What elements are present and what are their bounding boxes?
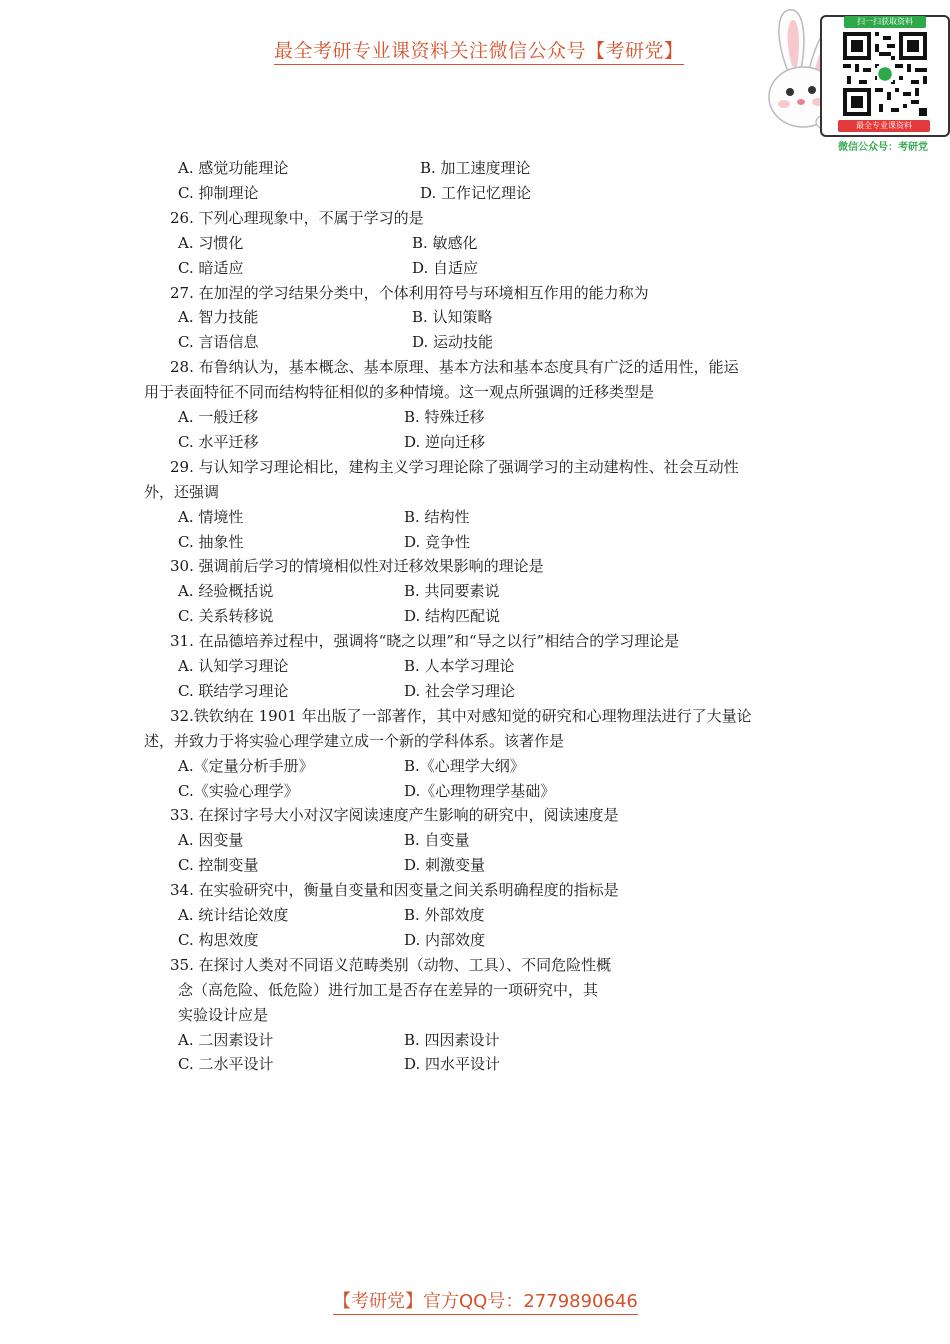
option-right: B. 共同要素说: [404, 582, 500, 600]
option-right: B. 外部效度: [404, 906, 485, 924]
option-right: D.《心理物理学基础》: [404, 782, 556, 800]
option-left: A. 情境性: [178, 508, 244, 526]
option-right: B. 特殊迁移: [404, 408, 485, 426]
question-stem: 28. 布鲁纳认为，基本概念、基本原理、基本方法和基本态度具有广泛的适用性，能运: [170, 358, 739, 376]
option-left: A.《定量分析手册》: [178, 757, 314, 775]
qr-caption: 最全专业课资料: [838, 120, 930, 132]
option-left: C. 水平迁移: [178, 433, 259, 451]
question-stem: 33. 在探讨字号大小对汉字阅读速度产生影响的研究中，阅读速度是: [170, 806, 619, 824]
option-right: D. 自适应: [412, 259, 479, 277]
option-left: A. 一般迁移: [178, 408, 259, 426]
option-right: D. 社会学习理论: [404, 682, 516, 700]
wechat-account-label: 微信公众号：考研党: [838, 142, 928, 153]
question-stem: 31. 在品德培养过程中，强调将“晓之以理”和“导之以行”相结合的学习理论是: [170, 632, 680, 650]
footer-banner: 【考研党】官方QQ号：2779890646: [333, 1287, 638, 1315]
option-left: C. 暗适应: [178, 259, 244, 277]
option-left: A. 二因素设计: [178, 1031, 274, 1049]
option-left: A. 认知学习理论: [178, 657, 289, 675]
option-left: C. 言语信息: [178, 333, 259, 351]
option-right: B. 认知策略: [412, 308, 493, 326]
option-right: B. 人本学习理论: [404, 657, 515, 675]
option-right: D. 刺激变量: [404, 856, 486, 874]
option-right: D. 逆向迁移: [404, 433, 486, 451]
option-right: B. 加工速度理论: [420, 159, 531, 177]
option-right: B. 敏感化: [412, 234, 478, 252]
option-right: D. 工作记忆理论: [420, 184, 532, 202]
header-banner: 最全考研专业课资料关注微信公众号【考研党】: [274, 36, 684, 65]
option-right: D. 结构匹配说: [404, 607, 501, 625]
option-left: A. 感觉功能理论: [178, 159, 289, 177]
option-left: A. 因变量: [178, 831, 244, 849]
option-right: B.《心理学大纲》: [404, 757, 525, 775]
question-stem: 29. 与认知学习理论相比，建构主义学习理论除了强调学习的主动建构性、社会互动性: [170, 458, 739, 476]
qr-code-icon: [843, 32, 927, 116]
qr-code-panel: [820, 15, 950, 137]
option-right: D. 竞争性: [404, 533, 471, 551]
question-stem-continued: 述，并致力于将实验心理学建立成一个新的学科体系。该著作是: [144, 732, 565, 750]
option-left: A. 统计结论效度: [178, 906, 289, 924]
question-stem-continued: 用于表面特征不同而结构特征相似的多种情境。这一观点所强调的迁移类型是: [144, 383, 655, 401]
option-right: D. 运动技能: [412, 333, 494, 351]
option-left: C.《实验心理学》: [178, 782, 299, 800]
question-stem: 34. 在实验研究中，衡量自变量和因变量之间关系明确程度的指标是: [170, 881, 619, 899]
question-stem-continued: 外，还强调: [144, 483, 220, 501]
option-left: A. 习惯化: [178, 234, 244, 252]
option-left: A. 智力技能: [178, 308, 259, 326]
question-stem-continued: 念（高危险、低危险）进行加工是否存在差异的一项研究中，其: [178, 981, 599, 999]
question-stem: 30. 强调前后学习的情境相似性对迁移效果影响的理论是: [170, 557, 544, 575]
option-right: B. 结构性: [404, 508, 470, 526]
option-left: C. 构思效度: [178, 931, 259, 949]
option-left: C. 抽象性: [178, 533, 244, 551]
question-stem: 27. 在加涅的学习结果分类中，个体利用符号与环境相互作用的能力称为: [170, 284, 649, 302]
option-left: A. 经验概括说: [178, 582, 274, 600]
option-right: D. 内部效度: [404, 931, 486, 949]
option-right: B. 四因素设计: [404, 1031, 500, 1049]
option-left: C. 控制变量: [178, 856, 259, 874]
question-stem: 32.铁钦纳在 1901 年出版了一部著作，其中对感知觉的研究和心理物理法进行了大量论: [170, 707, 752, 725]
option-left: C. 关系转移说: [178, 607, 274, 625]
option-left: C. 联结学习理论: [178, 682, 289, 700]
option-left: C. 二水平设计: [178, 1055, 274, 1073]
question-stem: 35. 在探讨人类对不同语义范畴类别（动物、工具）、不同危险性概: [170, 956, 612, 974]
question-stem-continued: 实验设计应是: [178, 1006, 269, 1024]
option-right: B. 自变量: [404, 831, 470, 849]
option-right: D. 四水平设计: [404, 1055, 501, 1073]
qr-scan-label: 扫一扫获取资料: [844, 16, 926, 28]
option-left: C. 抑制理论: [178, 184, 259, 202]
question-stem: 26. 下列心理现象中，不属于学习的是: [170, 209, 424, 227]
